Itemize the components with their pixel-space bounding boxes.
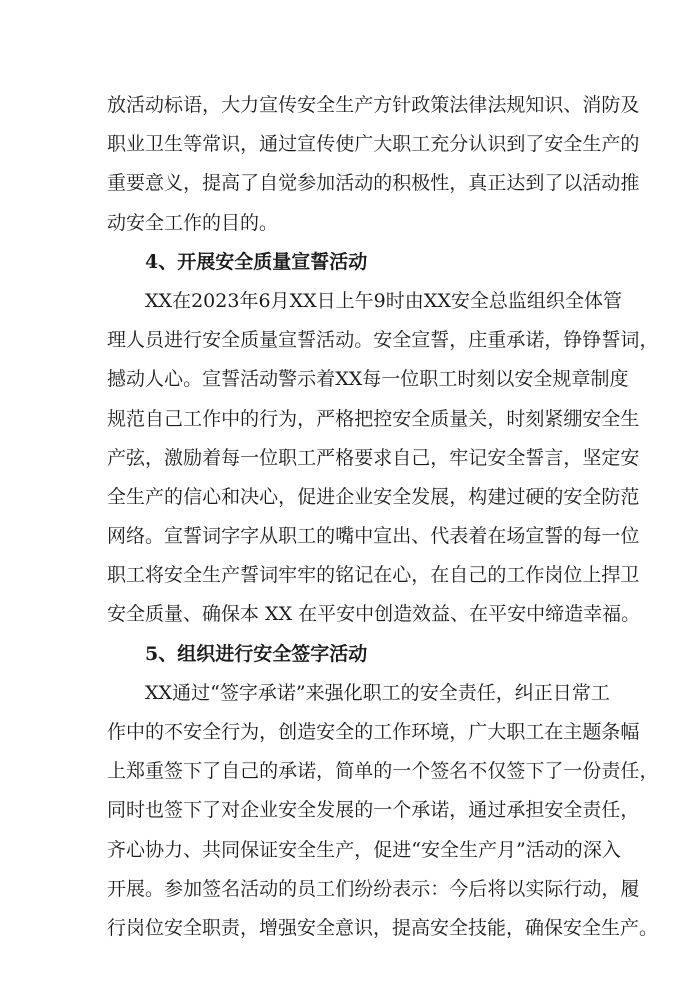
paragraph-line: 产 弦 ， 激 励 着 每 一 位 职 工 严 格 要 求 自 己 ， 牢 记 安 全 誓 言 ， 坚 定 安 [107,446,640,469]
paragraph-line: 作 中 的 不 安 全 行 为 ， 创 造 安 全 的 工 作 环 境 ， 广 大 职 工 在 主 题 条 幅 [107,721,640,743]
paragraph-line: 同 时 也 签 下 了 对 企 业 安 全 发 展 的 一 个 承 诺 ， 通 过 承 担 安 全 责 任 ， [107,799,640,822]
paragraph-line: 齐 心 协 力 、 共 同 保 证 安 全 生 产 ， 促 进 “ 安 全 生 产 月 ” 活 动 的 深 入 [107,838,621,861]
paragraph-line: 放 活 动 标 语 ， 大 力 宣 传 安 全 生 产 方 针 政 策 法 律 法 规 知 识 、 消 防 及 [107,94,640,116]
section-heading: 5、组织进行安全签字活动 [145,642,368,665]
document-page [107,86,659,948]
paragraph-line: 开 展 。 参 加 签 名 活 动 的 员 工 们 纷 纷 表 示 ： 今 后 将 以 实 际 行 动 ， 履 [107,877,640,900]
paragraph-line: 全 生 产 的 信 心 和 决 心 ， 促 进 企 业 安 全 发 展 ， 构 建 过 硬 的 安 全 防 范 [107,485,640,508]
paragraph-line: 行岗位安全职责，增强安全意识，提高安全技能，确保安全生产。 [107,916,659,939]
paragraph-line: 撼 动 人 心 。 宣 誓 活 动 警 示 着 XX 每 一 位 职 工 时 刻 以 安 全 规 章 制 度 [107,368,629,391]
paragraph-line: XX 通 过 “ 签 字 承 诺 ” 来 强 化 职 工 的 安 全 责 任 ， 纠 正 日 常 工 [145,681,610,704]
paragraph-line: 安全质量、确保本 XX 在平安中创造效益、在平安中缔造幸福。 [107,603,641,626]
paragraph-line: XX 在 2023 年 6 月 XX 日 上 午 9 时 由 XX 安 全 总 监 组 织 全 体 管 [145,289,622,312]
paragraph-line: 重 要 意 义 ， 提 高 了 自 觉 参 加 活 动 的 积 极 性 ， 真 正 达 到 了 以 活 动 推 [107,172,640,195]
paragraph-line: 职 业 卫 生 等 常 识 ， 通 过 宣 传 使 广 大 职 工 充 分 认 识 到 了 安 全 生 产 的 [107,133,640,156]
section-heading: 4、开展安全质量宣誓活动 [145,250,368,273]
paragraph-line: 理 人 员 进 行 安 全 质 量 宣 誓 活 动 。 安 全 宣 誓 ， 庄 重 承 诺 ， 铮 铮 誓 词 ， [107,329,659,352]
paragraph-line: 动安全工作的目的。 [107,211,279,234]
paragraph-line: 网 络 。 宣 誓 词 字 字 从 职 工 的 嘴 中 宣 出 、 代 表 着 在 场 宣 誓 的 每 一 位 [107,525,640,548]
paragraph-line: 职 工 将 安 全 生 产 誓 词 牢 牢 的 铭 记 在 心 ， 在 自 己 的 工 作 岗 位 上 捍 卫 [107,564,640,587]
paragraph-line: 规 范 自 己 工 作 中 的 行 为 ， 严 格 把 控 安 全 质 量 关 ， 时 刻 紧 绷 安 全 生 [107,407,640,430]
paragraph-line: 上 郑 重 签 下 了 自 己 的 承 诺 ， 简 单 的 一 个 签 名 不 仅 签 下 了 一 份 责 任 ， [107,760,659,783]
